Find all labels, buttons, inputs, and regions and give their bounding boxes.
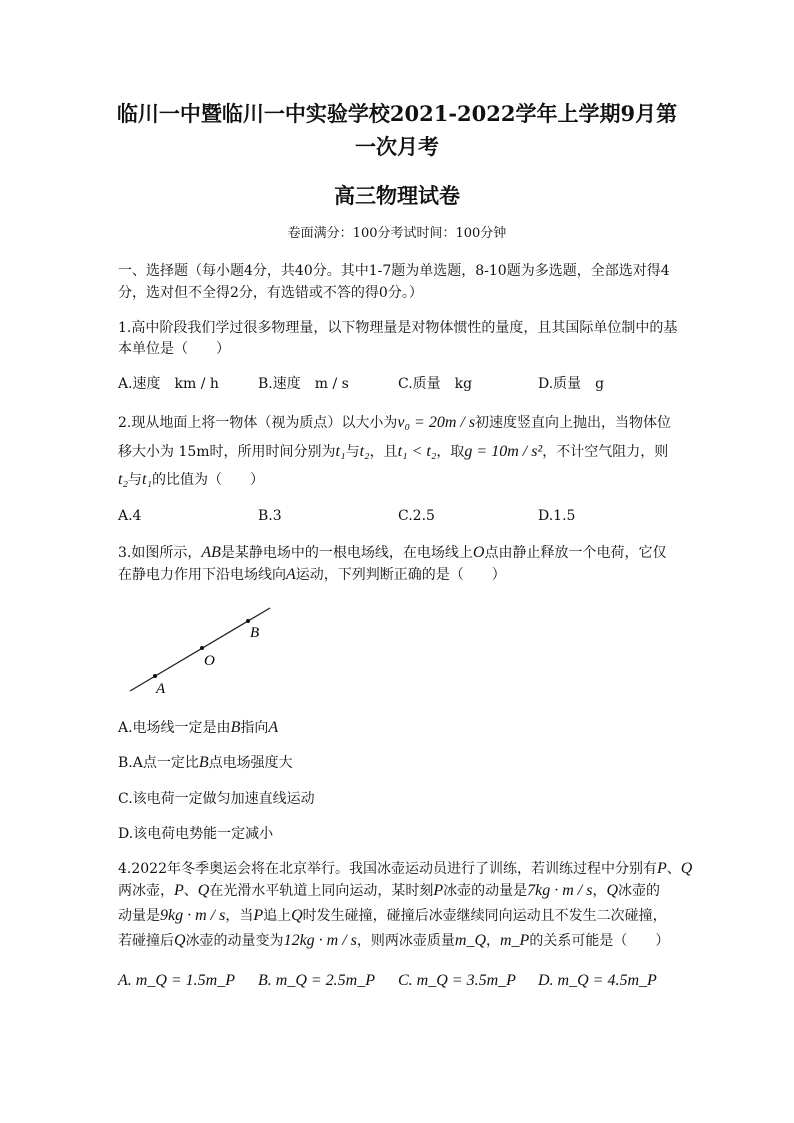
q2-option-c: C.2.5 — [398, 508, 435, 524]
label-b: B — [250, 625, 260, 641]
label-o: O — [204, 653, 215, 669]
q1-option-c: C.质量 kg — [398, 376, 473, 392]
point-a-dot — [153, 674, 157, 678]
q2-math-t2: t₂ — [359, 443, 370, 460]
q3-math-b: B — [198, 754, 209, 771]
q4-text: 4.2022年冬季奥运会将在北京举行。我国冰壶运动员进行了训练，若训练过程中分别有 — [118, 861, 657, 877]
q3-text: 运动，下列判断正确的是（ ） — [295, 567, 506, 583]
q2-math-g: g = 10m / s² — [464, 443, 543, 460]
q4-math-p: P — [433, 882, 444, 899]
q3-option-c: C.该电荷一定做匀加速直线运动 — [118, 791, 315, 807]
q2-option-d: D.1.5 — [538, 508, 576, 524]
q1-stem-line1: 1.高中阶段我们学过很多物理量，以下物理量是对物体惯性的量度，且其国际单位制中的基 — [118, 320, 678, 336]
q4-math-p: P — [253, 907, 264, 924]
q3-math-a: A — [268, 719, 279, 736]
q4-text: ，当 — [225, 908, 254, 924]
point-o-dot — [200, 646, 204, 650]
q4-text: ， — [592, 883, 607, 899]
q3-option-d: D.该电荷电势能一定减小 — [118, 826, 274, 842]
q4-text: 冰壶的动量变为 — [185, 933, 284, 949]
q4-option-c: C. m_Q = 3.5m_P — [398, 972, 516, 989]
q2-text: 2.现从地面上将一物体（视为质点）以大小为 — [118, 415, 398, 431]
q4-math-mp: m_P — [500, 932, 530, 949]
q2-stem-line2 — [118, 441, 668, 461]
q4-option-d: D. m_Q = 4.5m_P — [538, 972, 657, 989]
q4-math-p: P — [174, 882, 184, 899]
q2-stem-line1 — [118, 412, 671, 432]
exam-title-line2: 一次月考 — [355, 134, 439, 159]
q2-math-v0: v₀ = 20m / s — [397, 414, 476, 431]
q3-text: 点由静止释放一个电荷，它仅 — [484, 545, 667, 561]
q4-math-q: Q — [680, 860, 693, 877]
q2-stem-line3 — [118, 469, 264, 489]
q3-math-ab: AB — [201, 544, 221, 561]
q3-stem-line1 — [118, 542, 666, 562]
q2-text: 初速度竖直向上抛出，当物体位 — [475, 415, 672, 431]
q3-math-b: B — [230, 719, 241, 736]
label-a: A — [156, 681, 166, 697]
q1-option-d: D.质量 g — [538, 376, 605, 392]
q4-text: 在光滑水平轨道上同向运动，某时刻 — [209, 883, 434, 899]
q1-stem-line2: 本单位是（ ） — [118, 341, 230, 357]
q3-math-o: O — [472, 544, 485, 561]
q2-option-a: A.4 — [118, 508, 142, 524]
q4-text: ，则两冰壶质量 — [356, 933, 455, 949]
point-b-dot — [246, 619, 250, 623]
q1-option-a: A.速度 km / h — [118, 376, 219, 392]
q4-text: 冰壶的 — [618, 883, 661, 899]
exam-title-line1: 临川一中暨临川一中实验学校2021-2022学年上学期9月第 — [116, 101, 678, 126]
q3-text: 点电场强度大 — [208, 755, 293, 771]
q4-math-q: Q — [197, 882, 210, 899]
q4-text: ， — [486, 933, 500, 949]
q2-text: 的比值为（ ） — [152, 472, 265, 488]
q4-stem-line4 — [118, 930, 669, 950]
q3-text: 在静电力作用下沿电场线向 — [118, 567, 286, 583]
q2-text: ，取 — [436, 444, 465, 460]
q2-math-t1: t₁ — [335, 443, 346, 460]
q3-option-b — [118, 752, 293, 772]
q3-option-a — [118, 717, 278, 737]
q2-math-inequality: t₁ < t₂ — [397, 443, 437, 460]
q4-stem-line1 — [118, 858, 692, 878]
q3-math-a: A — [286, 566, 296, 583]
q2-math-t2: t₂ — [118, 471, 129, 488]
q4-math-q: Q — [291, 907, 303, 924]
q2-text: 移大小为 15m时，所用时间分别为 — [118, 444, 336, 460]
q2-text: ，不计空气阻力，则 — [542, 444, 669, 460]
q4-math-momentum: 7kg · m / s — [527, 882, 593, 899]
q4-math-q: Q — [606, 882, 619, 899]
q4-text: 的关系可能是（ ） — [529, 933, 670, 949]
section1-instructions-line2: 分，选对但不全得2分，有选错或不答的得0分。） — [118, 285, 423, 301]
q2-text: ，且 — [369, 444, 398, 460]
q2-text: 与 — [128, 472, 143, 488]
q1-option-b: B.速度 m / s — [258, 376, 349, 392]
q4-text: 时发生碰撞，碰撞后冰壶继续同向运动且不发生二次碰撞， — [302, 908, 667, 924]
q2-text: 与 — [345, 444, 360, 460]
q2-math-t1: t₁ — [142, 471, 153, 488]
q4-math-p: P — [656, 860, 667, 877]
q4-stem-line2 — [118, 880, 660, 900]
q4-option-a: A. m_Q = 1.5m_P — [118, 972, 236, 989]
q4-option-b: B. m_Q = 2.5m_P — [258, 972, 376, 989]
subject-title: 高三物理试卷 — [334, 183, 460, 208]
q3-text: 是某静电场中的一根电场线，在电场线上 — [220, 545, 473, 561]
q3-stem-line2 — [118, 564, 506, 584]
q4-math-momentum: 9kg · m / s — [160, 907, 226, 924]
q3-text: 指向 — [240, 720, 269, 736]
q4-math-mq: m_Q — [454, 932, 486, 949]
q4-text: 动量是 — [118, 908, 160, 924]
q4-text: 若碰撞后 — [118, 933, 174, 949]
q3-text: 3.如图所示， — [118, 545, 202, 561]
q4-stem-line3 — [118, 905, 667, 925]
q2-option-b: B.3 — [258, 508, 282, 524]
q4-text: 冰壶的动量是 — [443, 883, 528, 899]
q4-text: 、 — [666, 861, 681, 877]
q4-text: 两冰壶， — [118, 883, 174, 899]
electric-field-line-figure — [120, 598, 300, 708]
section1-instructions-line1: 一、选择题（每小题4分，共40分。其中1-7题为单选题，8-10题为多选题，全部选对得4 — [118, 263, 670, 279]
q4-math-q: Q — [174, 932, 186, 949]
q3-text: A.电场线一定是由 — [118, 720, 231, 736]
q4-math-momentum: 12kg · m / s — [283, 932, 357, 949]
exam-info: 卷面满分：100分考试时间：100分钟 — [287, 226, 507, 241]
q4-text: 追上 — [263, 908, 292, 924]
q3-text: B.A点一定比 — [118, 755, 199, 771]
q4-text: 、 — [183, 883, 198, 899]
